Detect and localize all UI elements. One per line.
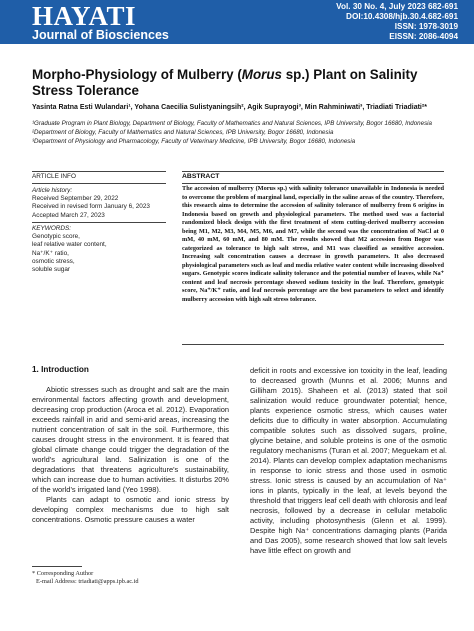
journal-logo: HAYATI (32, 1, 137, 31)
abstract-text: The accession of mulberry (Morus sp.) with salinity tolerance unavailable in Indonesia is needed to overcome the problem of marginal land, especially in the saline areas of the country. Therefore, this research aims to determine the accession of salinity tolerance of mulberry from 6 origins in Indonesia based on growth and physiological parameters. The method used was a factorial randomized block design with the first treatment of stem cutting-derived mulberry accession being M1, M2, M3, M4, M5, M6, and M7, while the second was the concentration of NaCl at 0 mM, 40 mM, 60 mM, and 80 mM. The results showed that M2 accession from Bogor was categorized as tolerance to high salt stress, and M1 was classified as sensitive accession. Increasing salt concentration causes a decrease in growth parameters. It also decreased physiological parameters such as leaf and media relative water content while increasing dissolved sugars. Genotypic scores indicate salinity tolerance and the potential number of leaves, while Na⁺ content and leaf necrosis percentage showed sodium toxicity in the leaf. Therefore, genotypic score, Na⁺/K⁺ ratio, and leaf necrosis percentage are the best parameters to select and identify mulberry accession with high salt stress tolerance. (182, 185, 444, 303)
history-revised: Received in revised form January 6, 2023 (32, 203, 150, 211)
journal-header-band (0, 0, 474, 44)
keyword: Genotypic score, (32, 233, 80, 241)
issue-info (336, 2, 458, 42)
body-column-left (32, 385, 229, 525)
keywords-label: KEYWORDS: (32, 225, 72, 232)
issue-doi: DOI:10.4308/hjb.30.4.682-691 (346, 12, 458, 21)
article-title: Morpho-Physiology of Mulberry (Morus sp.) Plant on Salinity Stress Tolerance (32, 67, 418, 98)
section-heading: 1. Introduction (32, 365, 89, 374)
keyword: Na⁺/K⁺ ratio, (32, 249, 69, 257)
author-email: E-mail Address: triadiati@apps.ipb.ac.id (36, 578, 139, 585)
divider (182, 183, 444, 184)
issue-issn: ISSN: 1978-3019 (394, 22, 458, 31)
divider (32, 171, 166, 172)
article-history (32, 187, 162, 220)
history-received: Received September 29, 2022 (32, 195, 119, 203)
issue-volume: Vol. 30 No. 4, July 2023 682-691 (336, 2, 458, 11)
article-info-label: ARTICLE INFO (32, 173, 76, 180)
affiliations (32, 120, 452, 147)
paragraph: Plants can adapt to osmotic and ionic stress by developing complex mechanisms due to high salt concentrations. Osmotic pressure causes a water (32, 495, 229, 524)
affiliation-3: ³Department of Physiology and Pharmacology, Faculty of Veterinary Medicine, IPB University, Bogor 16680, Indonesia (32, 138, 356, 146)
paragraph: deficit in roots and excessive ion toxicity in the leaf, leading to decreased growth (Munns et al. 2006; Munns and Gilliham 2015). Shaheen et al. (2013) stated that soil salinization would reduce groundwater potential; hence, plants experience osmotic stress, which causes water deficits due to difficulty in water absorption. Accumulating compatible solutes such as dissolved sugars, proline, glycine betaine, and soluble proteins is one of the osmotic regulatory mechanisms (Turan et al. 2007; Meguekam et al. 2014). Plants can develop complex adaptation mechanisms in response to ionic stress and those used in osmotic stress. Ionic stress is caused by an accumulation of Na⁺ ions in plants, typically in the leaf, at levels beyond the threshold that triggers leaf cell death with chlorosis and leaf necrosis, followed by a decrease in cellular metabolic activity, including photosynthesis (Glenn et al. 1999). Despite high Na⁺ concentrations damaging plants (Parida and Das 2005), some research showed that low salt levels have little effect on growth and (250, 366, 447, 555)
divider (32, 222, 166, 223)
corresponding-author: * Corresponding Author (32, 570, 94, 577)
footnote (32, 570, 139, 586)
paragraph: Abiotic stresses such as drought and salt are the main environmental factors affecting growth and development, decreasing crop production (Aroca et al. 2012). Evaporation exceeds rainfall in arid and semi-arid areas, increasing the nutrient concentration of salt in the soil. Furthermore, this causes drought stress in the environment. It is feared that global climate change could trigger the degradation of the world's agricultural land. Salinization is one of the degradations that threatens agriculture's sustainability, which can increase due to human activities. It disturbs 20% of the world's irrigated land (Yeo 1998). (32, 385, 229, 494)
body-column-right (250, 366, 447, 556)
keyword: osmotic stress, (32, 257, 75, 265)
author-list: Yasinta Ratna Esti Wulandari¹, Yohana Caecilia Sulistyaningsih², Agik Suprayogi³, Min Rahminiwati³, Triadiati Triadiati²* (32, 104, 427, 111)
affiliation-1: ¹Graduate Program in Plant Biology, Department of Biology, Faculty of Mathematics and Natural Sciences, IPB University, Bogor 16680, Indonesia (32, 120, 432, 127)
abstract-label: ABSTRACT (182, 173, 220, 180)
divider (182, 344, 444, 345)
divider (182, 171, 444, 172)
issue-eissn: EISSN: 2086-4094 (389, 32, 458, 41)
history-label: Article history: (32, 187, 73, 194)
keyword: soluble sugar (32, 266, 71, 274)
footnote-divider (32, 566, 82, 567)
keywords (32, 225, 162, 274)
history-accepted: Accepted March 27, 2023 (32, 211, 105, 219)
keyword: leaf relative water content, (32, 241, 107, 249)
affiliation-2: ²Department of Biology, Faculty of Mathematics and Natural Sciences, IPB University, Bogor 16680, Indonesia (32, 129, 334, 137)
journal-subtitle: Journal of Biosciences (32, 28, 169, 42)
divider (32, 183, 166, 184)
